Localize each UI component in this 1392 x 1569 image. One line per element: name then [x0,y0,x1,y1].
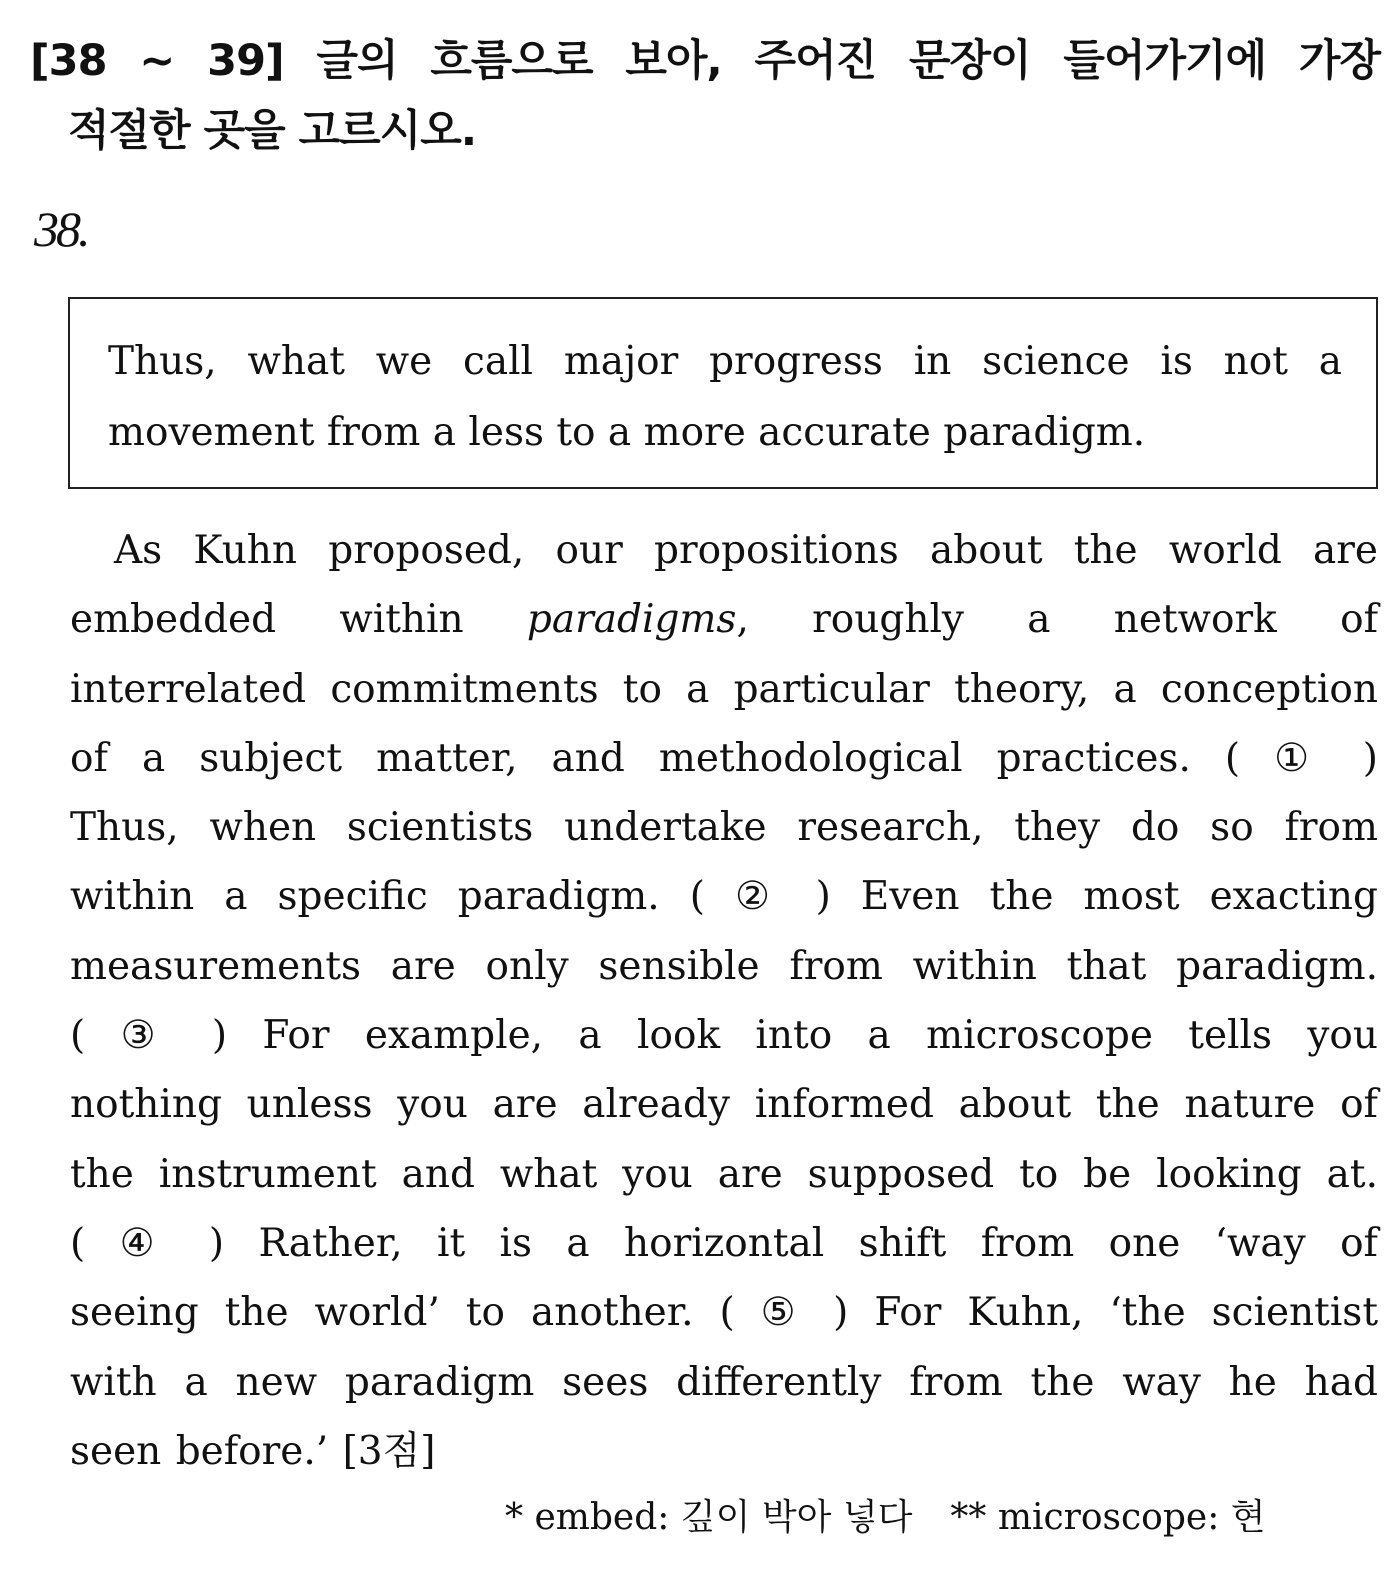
instruction-line-1: [38 ~ 39] 글의 흐름으로 보아, 주어진 문장이 들어가기에 가장 [30,36,1380,86]
passage-line: measurements are only sensible from within that paradigm. [70,943,1378,989]
passage-line [70,585,1378,654]
footnote-embed: * embed: 깊이 박아 넣다 [505,1497,913,1538]
passage [70,516,1378,1486]
passage-line: of a subject matter, and methodological practices. ( ① ) [70,735,1378,781]
passage-line: interrelated commitments to a particular theory, a conception [70,666,1378,712]
passage-line: seen before.’ [3점] [70,1428,436,1474]
instruction-line-2: 적절한 곳을 고르시오. [68,106,477,156]
question-number: 38. [34,201,88,257]
instruction [30,26,1380,166]
passage-line: ( ③ ) For example, a look into a microscope tells you [70,1013,1378,1059]
passage-line: the instrument and what you are supposed to be looking at. [70,1151,1378,1197]
passage-line: seeing the world’ to another. ( ⑤ ) For Kuhn, ‘the scientist [70,1290,1378,1336]
given-sentence-line-1: Thus, what we call major progress in science is not a [108,339,1342,384]
passage-line: ( ④ ) Rather, it is a horizontal shift from one ‘way of [70,1220,1378,1266]
passage-text: , roughly a network of [736,597,1378,643]
passage-line: As Kuhn proposed, our propositions about the world are [114,528,1378,573]
footnote-microscope: ** microscope: 현 [950,1497,1266,1538]
given-sentence-line-2: movement from a less to a more accurate paradigm. [108,410,1146,455]
passage-line: nothing unless you are already informed about the nature of [70,1082,1378,1128]
passage-text: embedded within [70,597,464,643]
passage-line: within a specific paradigm. ( ② ) Even the most exacting [70,874,1378,920]
passage-line: with a new paradigm sees differently from the way he had [70,1359,1378,1405]
given-sentence-box [68,297,1378,489]
italic-term: paradigms [526,597,737,643]
passage-line: Thus, when scientists undertake research, they do so from [70,805,1378,851]
footnote [505,1490,1280,1550]
